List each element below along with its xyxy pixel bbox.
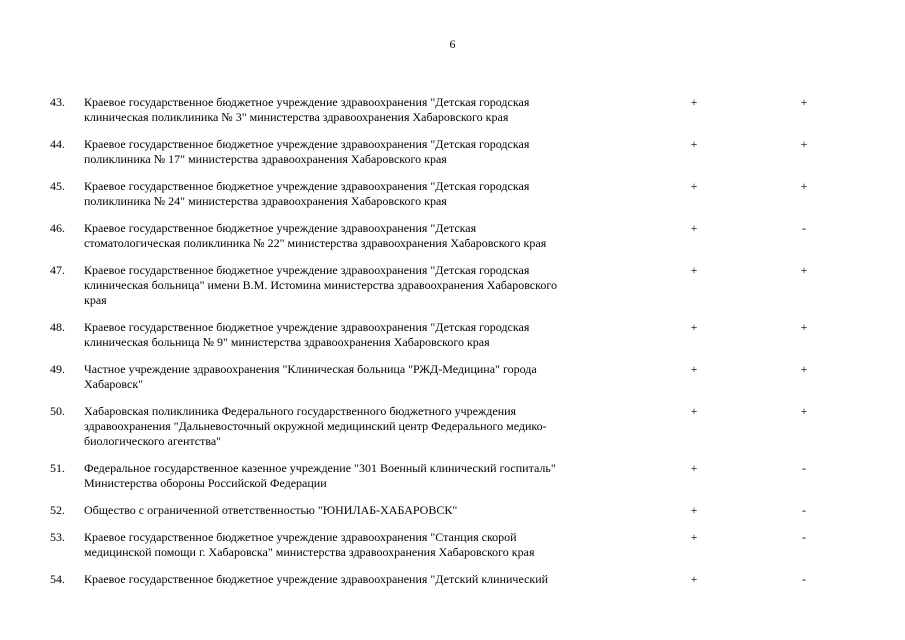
institution-name [84,320,629,350]
row-number: 50. [50,404,65,418]
row-number: 52. [50,503,65,517]
column-1-mark: + [690,404,698,418]
column-1-mark: + [690,503,698,517]
institution-name-line: Краевое государственное бюджетное учреждение здравоохранения "Детская [84,221,477,235]
institution-name-line: Частное учреждение здравоохранения "Клиническая больница "РЖД-Медицина" города [84,362,537,376]
row-number: 48. [50,320,65,334]
institution-name-line: Общество с ограниченной ответственностью "ЮНИЛАБ-ХАБАРОВСК" [84,503,458,517]
institution-name-line: Хабаровск" [84,377,144,391]
institution-name-line: Краевое государственное бюджетное учреждение здравоохранения "Детская городская [84,263,530,277]
institution-name [84,530,629,560]
column-2-mark: + [800,95,808,109]
row-number: 46. [50,221,65,235]
column-1-mark: + [690,320,698,334]
institution-name [84,461,629,491]
institution-name-line: Краевое государственное бюджетное учреждение здравоохранения "Детский клинический [84,572,549,586]
institution-name [84,95,629,125]
row-number: 44. [50,137,65,151]
column-2-mark: - [802,572,806,586]
column-2-mark: - [802,503,806,517]
institution-name-line: стоматологическая поликлиника № 22" министерства здравоохранения Хабаровского края [84,236,547,250]
row-number: 49. [50,362,65,376]
institution-name [84,179,629,209]
institution-name-line: клиническая поликлиника № 3" министерства здравоохранения Хабаровского края [84,110,509,124]
institution-name-line: поликлиника № 17" министерства здравоохранения Хабаровского края [84,152,447,166]
institution-name [84,263,629,308]
column-1-mark: + [690,461,698,475]
row-number: 53. [50,530,65,544]
institution-name-line: клиническая больница № 9" министерства здравоохранения Хабаровского края [84,335,490,349]
institution-name [84,404,629,449]
column-1-mark: + [690,95,698,109]
institution-name-line: края [84,293,107,307]
institution-name-line: биологического агентства" [84,434,222,448]
column-2-mark: - [802,461,806,475]
column-2-mark: + [800,263,808,277]
column-1-mark: + [690,530,698,544]
institution-name-line: Краевое государственное бюджетное учреждение здравоохранения "Детская городская [84,137,530,151]
institution-name-line: Федеральное государственное казенное учреждение "301 Военный клинический госпиталь" [84,461,556,475]
row-number: 43. [50,95,65,109]
institution-name [84,572,629,587]
column-2-mark: + [800,320,808,334]
column-1-mark: + [690,137,698,151]
column-2-mark: + [800,179,808,193]
column-2-mark: + [800,137,808,151]
institution-name-line: Краевое государственное бюджетное учреждение здравоохранения "Детская городская [84,320,530,334]
row-number: 47. [50,263,65,277]
institution-name-line: Краевое государственное бюджетное учреждение здравоохранения "Детская городская [84,179,530,193]
institution-name-line: Краевое государственное бюджетное учреждение здравоохранения "Детская городская [84,95,530,109]
institution-name [84,503,629,518]
column-1-mark: + [690,221,698,235]
institution-name-line: медицинской помощи г. Хабаровска" министерства здравоохранения Хабаровского края [84,545,535,559]
column-1-mark: + [690,179,698,193]
row-number: 45. [50,179,65,193]
page-number: 6 [449,37,456,51]
institution-name-line: Хабаровская поликлиника Федерального государственного бюджетного учреждения [84,404,517,418]
column-1-mark: + [690,263,698,277]
institution-name [84,362,629,392]
institution-name-line: Краевое государственное бюджетное учреждение здравоохранения "Станция скорой [84,530,517,544]
column-2-mark: - [802,530,806,544]
row-number: 51. [50,461,65,475]
institution-name-line: клиническая больница" имени В.М. Истомина министерства здравоохранения Хабаровского [84,278,557,292]
institution-name-line: Министерства обороны Российской Федерации [84,476,327,490]
column-1-mark: + [690,572,698,586]
institution-name [84,221,629,251]
column-2-mark: + [800,404,808,418]
column-2-mark: - [802,221,806,235]
row-number: 54. [50,572,65,586]
institution-name-line: здравоохранения "Дальневосточный окружной медицинский центр Федерального медико- [84,419,547,433]
institution-name [84,137,629,167]
column-1-mark: + [690,362,698,376]
column-2-mark: + [800,362,808,376]
institution-name-line: поликлиника № 24" министерства здравоохранения Хабаровского края [84,194,447,208]
